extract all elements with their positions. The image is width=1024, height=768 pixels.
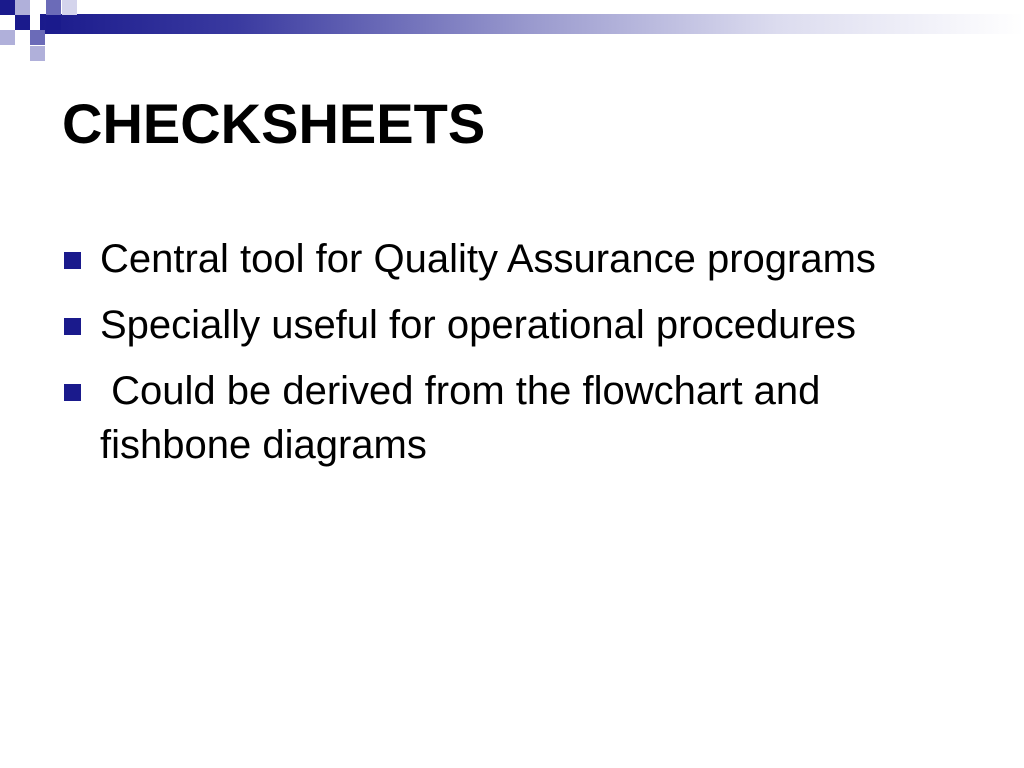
decorative-square	[15, 15, 30, 30]
decorative-square	[30, 30, 45, 45]
decorative-square	[15, 0, 30, 15]
square-bullet-icon	[64, 384, 81, 401]
bullet-text: Specially useful for operational procedures	[100, 303, 856, 347]
bullet-text: Could be derived from the flowchart and fishbone diagrams	[100, 369, 832, 467]
square-bullet-icon	[64, 252, 81, 269]
decorative-square	[30, 46, 45, 61]
bullet-item	[62, 232, 982, 286]
decorative-square	[46, 15, 61, 30]
slide-title: CHECKSHEETS	[62, 92, 486, 155]
bullet-item	[62, 298, 982, 352]
decorative-square	[0, 0, 15, 15]
bullet-list	[62, 232, 982, 484]
bullet-item	[62, 364, 982, 472]
square-bullet-icon	[64, 318, 81, 335]
decorative-square	[62, 0, 77, 15]
header-gradient-band	[40, 14, 1024, 34]
decorative-square	[0, 30, 15, 45]
decorative-square	[46, 0, 61, 15]
bullet-text: Central tool for Quality Assurance programs	[100, 237, 876, 281]
